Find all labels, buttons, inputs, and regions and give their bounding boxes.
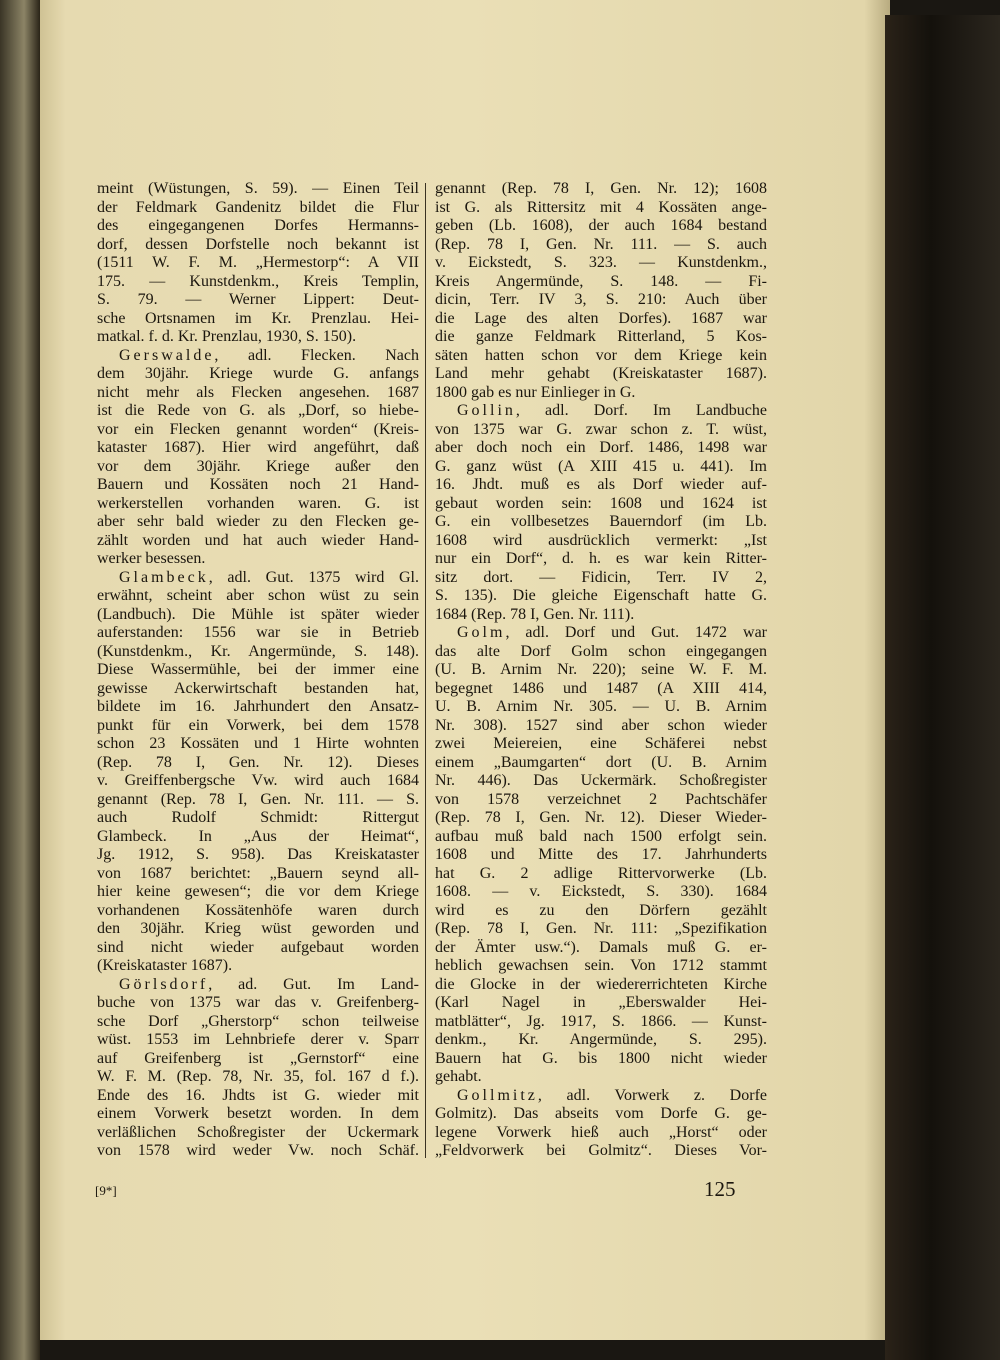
right-text-column [435,180,767,1161]
text-line [97,569,419,588]
text-line [97,939,419,958]
line-text: S. 135). Die gleiche Eigenschaft hatte G. [435,587,767,604]
text-line [435,661,767,680]
text-line [435,1068,767,1087]
text-line [435,920,767,939]
text-line [435,587,767,606]
text-line [97,550,419,569]
text-line [97,476,419,495]
line-text: (Rep. 78 I, Gen. Nr. 12). Dieser Wieder- [435,809,767,826]
text-line [97,791,419,810]
text-line [97,661,419,680]
text-line [435,458,767,477]
line-text: die Glocke in der wiedererrichteten Kirche [435,975,767,993]
text-line [97,1050,419,1069]
line-text: Kreis Angermünde, S. 148. — Fi- [435,272,767,290]
entry-headword: Gerswalde [119,346,215,364]
text-line [97,365,419,384]
text-line [97,402,419,421]
text-line [97,1087,419,1106]
text-line [435,680,767,699]
text-line [435,735,767,754]
line-text: dem 30jähr. Kriege wurde G. anfangs [97,365,419,382]
line-text: auferstanden: 1556 war sie in Betrieb [97,624,419,641]
text-line [435,698,767,717]
text-line [435,939,767,958]
line-text: vorhandenen Kossätenhöfe waren durch [97,901,419,919]
line-text: genannt (Rep. 78 I, Gen. Nr. 12); 1608 [435,180,767,197]
text-line [97,273,419,292]
text-line [435,421,767,440]
text-line [97,1124,419,1143]
line-text: hier keine gewesen“; die vor dem Kriege [97,883,419,900]
text-line [435,828,767,847]
text-line [435,254,767,273]
line-text: des eingegangenen Dorfes Hermanns- [97,217,419,234]
line-text: U. B. Arnim Nr. 305. — U. B. Arnim [435,698,767,715]
line-text: vor ein Flecken genannt worden“ (Kreis- [97,420,419,438]
text-line [97,254,419,273]
line-text: (Karl Nagel in „Eberswalder Hei- [435,994,767,1011]
line-text: sind nicht wieder aufgebaut worden [97,938,419,956]
line-text: , adl. Vorwerk z. Dorfe [537,1086,767,1104]
text-line [97,1105,419,1124]
text-line [435,1050,767,1069]
line-text: von 1578 wird weder Vw. noch Schäf. [97,1142,419,1159]
text-line [435,957,767,976]
line-text: (U. B. Arnim Nr. 220); seine W. F. M. [435,661,767,678]
text-line [435,994,767,1013]
line-text: aber doch noch ein Dorf. 1486, 1498 war [435,439,767,456]
line-text: matblätter“, Jg. 1917, S. 1866. — Kunst- [435,1012,767,1030]
line-text: den 30jähr. Krieg wüst geworden und [97,920,419,937]
text-line [97,994,419,1013]
line-text: das alte Dorf Golm schon eingegangen [435,642,767,660]
text-line [97,495,419,514]
line-text: Nr. 308). 1527 sind aber schon wieder [435,716,767,734]
text-line [97,957,419,976]
line-text: einem Vorwerk besetzt worden. In dem [97,1105,419,1122]
line-text: matkal. f. d. Kr. Prenzlau, 1930, S. 150). [97,328,357,345]
line-text: gehabt. [435,1068,482,1085]
text-line [97,717,419,736]
text-line [97,624,419,643]
line-text: 1608 wird ausdrücklich vermerkt: „Ist [435,531,767,549]
line-text: schon 23 Kossäten und 1 Hirte wohnten [97,735,419,752]
line-text: auch Rudolf Schmidt: Rittergut [97,809,419,826]
text-line [435,439,767,458]
line-text: die Lage des alten Dorfes). 1687 war [435,309,767,327]
line-text: Glambeck. In „Aus der Heimat“, [97,827,419,845]
line-text: aber sehr bald wieder zu den Flecken ge- [97,513,419,530]
text-line [97,236,419,255]
text-line [97,698,419,717]
text-line [435,495,767,514]
line-text: „Feldvorwerk bei Golmitz“. Dieses Vor- [435,1142,767,1159]
text-line [97,902,419,921]
text-line [435,569,767,588]
text-line [435,291,767,310]
text-line [435,606,767,625]
text-line [435,883,767,902]
text-line [97,735,419,754]
text-line [435,976,767,995]
line-text: Diese Wassermühle, bei der immer eine [97,661,419,678]
line-text: Jg. 1912, S. 958). Das Kreiskataster [97,846,419,863]
text-line [435,846,767,865]
text-line [435,1087,767,1106]
line-text: verläßlichen Schoßregister der Uckermark [97,1123,419,1141]
line-text: 16. Jhdt. muß es als Dorf wieder auf- [435,476,767,493]
text-line [435,772,767,791]
line-text: von 1375 war G. zwar schon z. T. wüst, [435,420,767,438]
text-line [435,1031,767,1050]
line-text: wird es zu den Dörfern gezählt [435,901,767,919]
line-text: Ende des 16. Jhdts ist G. wieder mit [97,1086,419,1104]
line-text: 1800 gab es nur Einlieger in G. [435,383,636,401]
line-text: dorf, dessen Dorfstelle noch bekannt ist [97,235,419,253]
text-line [97,291,419,310]
line-text: W. F. M. (Rep. 78, Nr. 35, fol. 167 d f.). [97,1068,419,1085]
line-text: Land mehr gehabt (Kreiskataster 1687). [435,365,767,382]
text-line [97,754,419,773]
text-line [435,643,767,662]
line-text: Nr. 446). Das Uckermärk. Schoßregister [435,772,767,789]
line-text: begegnet 1486 und 1487 (A XIII 414, [435,679,767,697]
text-line [97,532,419,551]
line-text: dicin, Terr. IV 3, S. 210: Auch über [435,291,767,308]
line-text: der Ämter usw.“). Damals muß G. er- [435,938,767,956]
text-line [97,587,419,606]
entry-headword: Görlsdorf [119,975,209,993]
entry-headword: Gollin [457,402,516,419]
line-text: wüst. 1553 im Lehnbriefe derer v. Sparr [97,1031,419,1048]
line-text: buche von 1375 war das v. Greifenberg- [97,994,419,1011]
line-text: v. Eickstedt, S. 323. — Kunstdenkm., [435,254,767,271]
line-text: , adl. Dorf und Gut. 1472 war [505,624,767,641]
line-text: sche Dorf „Gherstorp“ schon teilweise [97,1012,419,1030]
text-line [97,865,419,884]
adjacent-page-edge [0,0,40,1360]
line-text: hat G. 2 adlige Rittervorwerke (Lb. [435,864,767,882]
line-text: kataster 1687). Hier wird angeführt, daß [97,439,419,456]
signature-mark: [9*] [95,1183,117,1198]
text-line [97,1142,419,1161]
line-text: v. Greiffenbergsche Vw. wird auch 1684 [97,772,419,789]
line-text: zählt worden und hat auch wieder Hand- [97,531,419,549]
line-text: 1608. — v. Eickstedt, S. 330). 1684 [435,883,767,900]
line-text: (Kreiskataster 1687). [97,957,233,974]
line-text: heblich gewachsen sein. Von 1712 stammt [435,957,767,974]
text-line [435,180,767,199]
line-text: geben (Lb. 1608), der auch 1684 bestand [435,217,767,234]
line-text: aufbau muß bald nach 1500 erfolgt sein. [435,827,767,845]
text-line [97,180,419,199]
text-line [97,846,419,865]
line-text: (Kunstdenkm., Kr. Angermünde, S. 148). [97,642,419,660]
text-line [97,217,419,236]
text-line [435,865,767,884]
text-line [97,1031,419,1050]
text-line [435,476,767,495]
text-line [435,717,767,736]
line-text: (Rep. 78 I, Gen. Nr. 12). Dieses [97,753,419,771]
line-text: erwähnt, scheint aber schon wüst zu sein [97,587,419,604]
text-line [435,754,767,773]
text-line [435,384,767,403]
text-line [97,772,419,791]
line-text: werkerstellen vorhanden waren. G. ist [97,494,419,512]
line-text: , adl. Dorf. Im Landbuche [515,402,767,419]
text-line [97,828,419,847]
text-line [435,273,767,292]
line-text: meint (Wüstungen, S. 59). — Einen Teil [97,180,419,197]
line-text: von 1687 berichtet: „Bauern seynd all- [97,864,419,882]
text-line [435,513,767,532]
text-line [435,347,767,366]
line-text: (Rep. 78 I, Gen. Nr. 111. — S. auch [435,235,767,253]
text-line [97,606,419,625]
line-text: , ad. Gut. Im Land- [208,975,419,993]
text-line [97,328,419,347]
text-line [435,1142,767,1161]
entry-headword: Gollmitz [457,1086,538,1104]
column-divider [425,183,426,1158]
line-text: (Landbuch). Die Mühle ist später wieder [97,605,419,623]
text-line [97,199,419,218]
line-text: 175. — Kunstdenkm., Kreis Templin, [97,272,419,290]
text-line [97,384,419,403]
line-text: 1684 (Rep. 78 I, Gen. Nr. 111). [435,605,635,623]
line-text: säten hatten schon vor dem Kriege kein [435,346,767,364]
line-text: Bauern hat G. bis 1800 nicht wieder [435,1049,767,1067]
text-line [435,217,767,236]
line-text: punkt für ein Vorwerk, bei dem 1578 [97,716,419,734]
line-text: gewisse Ackerwirtschaft bestanden hat, [97,679,419,697]
line-text: einem „Baumgarten“ dort (U. B. Arnim [435,753,767,771]
line-text: bildete im 16. Jahrhundert den Ansatz- [97,698,419,715]
text-line [435,902,767,921]
line-text: ist die Rede von G. als „Dorf, so hiebe- [97,402,419,419]
entry-headword: Golm [457,624,506,641]
page-number: 125 [704,1177,736,1201]
text-line [435,199,767,218]
text-line [435,624,767,643]
book-cover-edge [885,15,1000,1360]
line-text: zwei Meiereien, eine Schäferei nebst [435,735,767,752]
line-text: auf Greifenberg ist „Gernstorf“ eine [97,1049,419,1067]
line-text: (Rep. 78 I, Gen. Nr. 111: „Spezifikation [435,920,767,937]
text-line [435,402,767,421]
text-line [435,1105,767,1124]
text-line [97,513,419,532]
text-line [435,236,767,255]
line-text: sche Ortsnamen im Kr. Prenzlau. Hei- [97,309,419,327]
line-text: , adl. Flecken. Nach [214,346,419,364]
line-text: G. ganz wüst (A XIII 415 u. 441). Im [435,457,767,475]
text-line [97,458,419,477]
text-line [97,883,419,902]
text-line [435,809,767,828]
text-line [97,643,419,662]
line-text: vor dem 30jähr. Kriege außer den [97,457,419,475]
text-line [435,328,767,347]
line-text: von 1578 verzeichnet 2 Pachtschäfer [435,790,767,808]
text-line [97,809,419,828]
line-text: legene Vorwerk hieß auch „Horst“ oder [435,1123,767,1141]
line-text: die ganze Feldmark Ritterland, 5 Kos- [435,328,767,345]
text-line [97,347,419,366]
line-text: ist G. als Rittersitz mit 4 Kossäten ange- [435,198,767,216]
text-line [97,310,419,329]
line-text: nur ein Dorf“, d. h. es war kein Ritter- [435,550,767,567]
text-line [97,1013,419,1032]
line-text: S. 79. — Werner Lippert: Deut- [97,291,419,308]
line-text: sitz dort. — Fidicin, Terr. IV 2, [435,568,767,586]
line-text: (1511 W. F. M. „Hermestorp“: A VII [97,254,419,271]
line-text: Bauern und Kossäten noch 21 Hand- [97,476,419,493]
text-line [435,550,767,569]
line-text: werker besessen. [97,550,206,567]
line-text: genannt (Rep. 78 I, Gen. Nr. 111. — S. [97,790,419,808]
line-text: nicht mehr als Flecken angesehen. 1687 [97,383,419,401]
line-text: gebaut worden sein: 1608 und 1624 ist [435,494,767,512]
line-text: der Feldmark Gandenitz bildet die Flur [97,198,419,216]
text-line [435,365,767,384]
text-line [435,1013,767,1032]
left-text-column [97,180,419,1161]
text-line [97,439,419,458]
entry-headword: Glambeck [119,568,209,586]
line-text: 1608 und Mitte des 17. Jahrhunderts [435,846,767,863]
text-line [435,532,767,551]
text-line [97,680,419,699]
text-line [97,421,419,440]
text-line [435,791,767,810]
line-text: , adl. Gut. 1375 wird Gl. [208,568,419,586]
text-line [97,920,419,939]
text-line [435,310,767,329]
text-line [97,976,419,995]
line-text: G. ein vollbesetzes Bauerndorf (im Lb. [435,513,767,530]
text-line [97,1068,419,1087]
text-line [435,1124,767,1143]
line-text: denkm., Kr. Angermünde, S. 295). [435,1031,767,1048]
line-text: Golmitz). Das abseits vom Dorfe G. ge- [435,1105,767,1122]
